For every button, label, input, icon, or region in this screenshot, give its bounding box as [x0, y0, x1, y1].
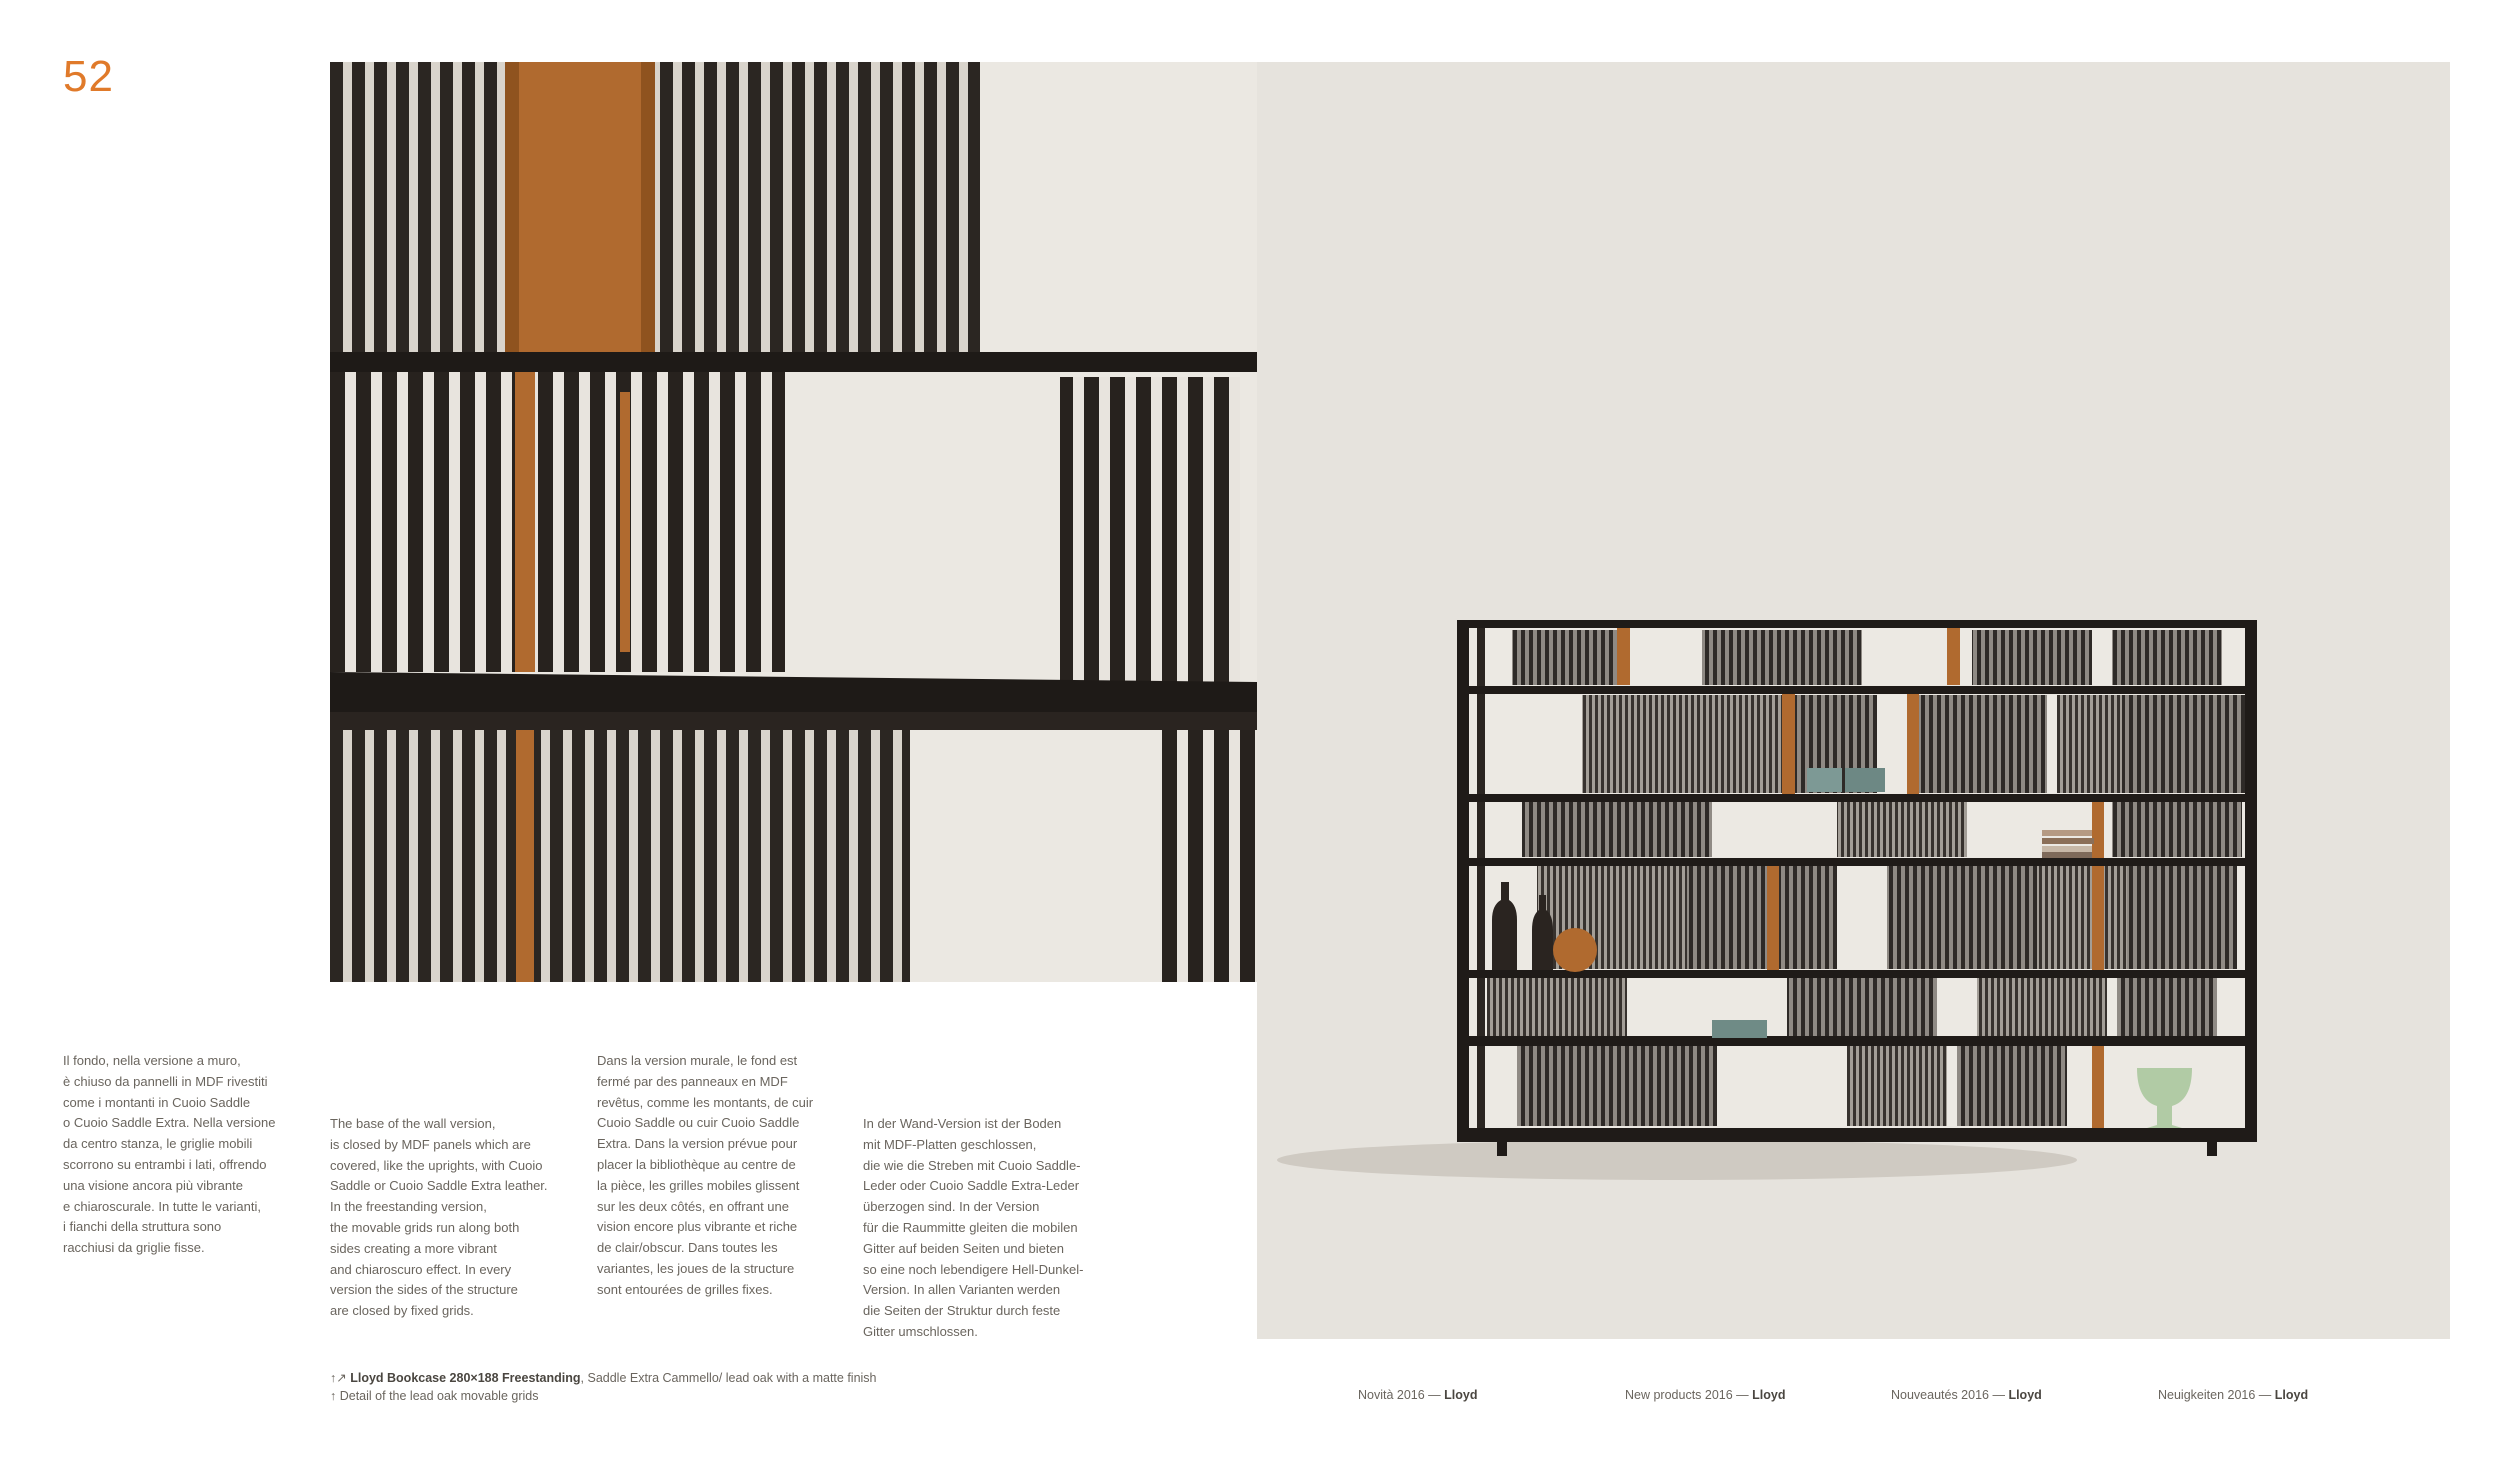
caption-line-2: [330, 1387, 877, 1405]
arrow-up-icon: ↑: [330, 1389, 337, 1403]
caption-finish: , Saddle Extra Cammello/ lead oak with a matte finish: [580, 1371, 877, 1385]
arrow-up-icon: ↑↗: [330, 1371, 347, 1385]
footer-french: Nouveautés 2016 — Lloyd: [1891, 1388, 2042, 1402]
caption-detail: Detail of the lead oak movable grids: [339, 1389, 539, 1403]
photo-captions: [330, 1369, 877, 1405]
footer-german: Neuigkeiten 2016 — Lloyd: [2158, 1388, 2309, 1402]
text-column-english: The base of the wall version, is closed by MDF panels which are covered, like the uprights, with Cuoio Saddle or Cuoio Saddle Extra leather. In the freestanding version, the movable grids run along both sides creating a more vibrant and chiaroscuro effect. In every version the sides of the structure are closed by fixed grids.: [330, 1116, 548, 1319]
text-column-french: Dans la version murale, le fond est fermé par des panneaux en MDF revêtus, comme les montants, de cuir Cuoio Saddle ou cuir Cuoio Saddle Extra. Dans la version prévue pour placer la bibliothèque au centre de la pièce, les grilles mobiles glissent sur les deux côtés, en offrant une vision encore plus vibrante et riche de clair/obscur. Dans toutes les variantes, les joues de la structure sont entourées de grilles fixes.: [597, 1053, 814, 1297]
bookcase-product-photo: [1257, 62, 2450, 1339]
caption-product-name: Lloyd Bookcase 280×188 Freestanding: [350, 1371, 581, 1385]
text-column-italian: Il fondo, nella versione a muro, è chiuso da pannelli in MDF rivestiti come i montanti in Cuoio Saddle o Cuoio Saddle Extra. Nella versione da centro stanza, le griglie mobili scorrono su entrambi i lati, offrendo una visione ancora più vibrante e chiaroscurale. In tutte le varianti, i fianchi della struttura sono racchiusi da griglie fisse.: [63, 1053, 276, 1256]
footer-italian: Novità 2016 — Lloyd: [1358, 1388, 1478, 1402]
page-number: 52: [63, 52, 114, 101]
caption-line-1: [330, 1369, 877, 1387]
bookcase-detail-photo: [330, 62, 1257, 982]
text-column-german: In der Wand-Version ist der Boden mit MDF-Platten geschlossen, die wie die Streben mit Cuoio Saddle- Leder oder Cuoio Saddle Extra-Leder überzogen sind. In der Version für die Raummitte gleiten die mobilen Gitter auf beiden Seiten und bieten so eine noch lebendigere Hell-Dunkel- Version. In allen Varianten werden die Seiten der Struktur durch feste Gitter umschlossen.: [863, 1116, 1084, 1339]
footer-english: New products 2016 — Lloyd: [1625, 1388, 1786, 1402]
